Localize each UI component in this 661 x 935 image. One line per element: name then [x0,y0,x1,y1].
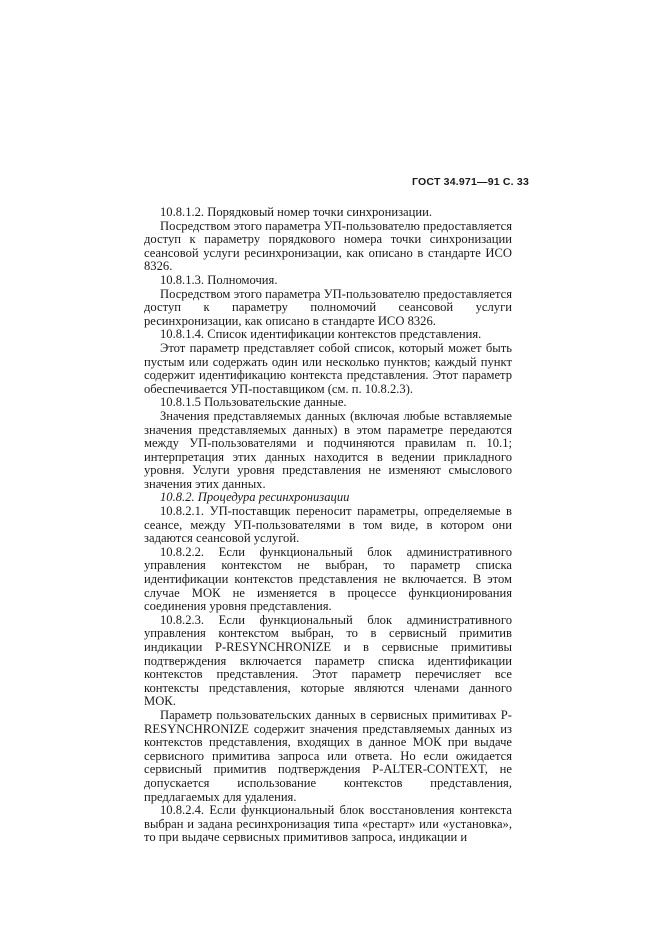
document-body [144,206,512,845]
clause-10-8-1-3-heading: 10.8.1.3. Полномочия. [160,272,278,287]
clause-10-8-1-2-heading: 10.8.1.2. Порядковый номер точки синхронизации. [160,205,433,219]
clause-10-8-2-3-continued: Параметр пользовательских данных в сервисных примитивах P-RESYNCHRONIZE содержит значения представляемых данных из контекстов представления, входящих в данное МОК при выдаче сервисного примитива запроса или ответа. Но если ожидается сервисный примитив подтверждения P-ALTER-CONTEXT, не допускается использование контекстов представления, предлагаемых для удаления. [144,707,512,804]
clause-10-8-1-5-text: Значения представляемых данных (включая любые вставляемые значения представляемых данных) в этом параметре передаются между УП-пользователями и подчиняются правилам п. 10.1; интерпретация этих данных находится в ведении прикладного уровня. Услуги уровня представления не изменяют смыслового значения этих данных. [144,408,512,491]
clause-10-8-2-1: 10.8.2.1. УП-поставщик переносит параметры, определяемые в сеансе, между УП-пользователями в том виде, в котором они задаются сеансовой услугой. [144,504,512,546]
clause-10-8-1-5-heading: 10.8.1.5 Пользовательские данные. [160,395,347,410]
clause-10-8-2-4: 10.8.2.4. Если функциональный блок восстановления контекста выбран и задана ресинхронизация типа «рестарт» или «установка», то при выдаче сервисных примитивов запроса, индикации и [144,803,512,845]
clause-10-8-1-4-heading: 10.8.1.4. Список идентификации контекстов представления. [160,327,482,342]
clause-10-8-2-2: 10.8.2.2. Если функциональный блок административного управления контекстом не выбран, то параметр списка идентификации контекстов представления не включается. В этом случае МОК не изменяется в процессе функционирования соединения уровня представления. [144,544,512,614]
clause-10-8-2-3: 10.8.2.3. Если функциональный блок административного управления контекстом выбран, то в сервисный примитив индикации P-RESYNCHRONIZE и в сервисные примитивы подтверждения включается параметр списка идентификации контекстов представления. Этот параметр перечисляет все контексты представления, которые являются членами данного МОК. [144,612,512,709]
clause-10-8-1-4-text: Этот параметр представляет собой список, который может быть пустым или содержать один или несколько пунктов; каждый пункт содержит идентификацию контекста представления. Этот параметр обеспечивается УП-поставщиком (см. п. 10.8.2.3). [144,340,512,396]
clause-10-8-2-heading: 10.8.2. Процедура ресинхронизации [160,490,350,505]
clause-10-8-1-3-text: Посредством этого параметра УП-пользователю предоставляется доступ к параметру полномочий сеансовой услуги ресинхронизации, как описано в стандарте ИСО 8326. [144,286,512,328]
page-header: ГОСТ 34.971—91 С. 33 [412,176,529,188]
clause-10-8-1-2-text: Посредством этого параметра УП-пользователю предоставляется доступ к параметру порядкового номера точки синхронизации сеансовой услуги ресинхронизации, как описано в стандарте ИСО 8326. [144,218,512,274]
